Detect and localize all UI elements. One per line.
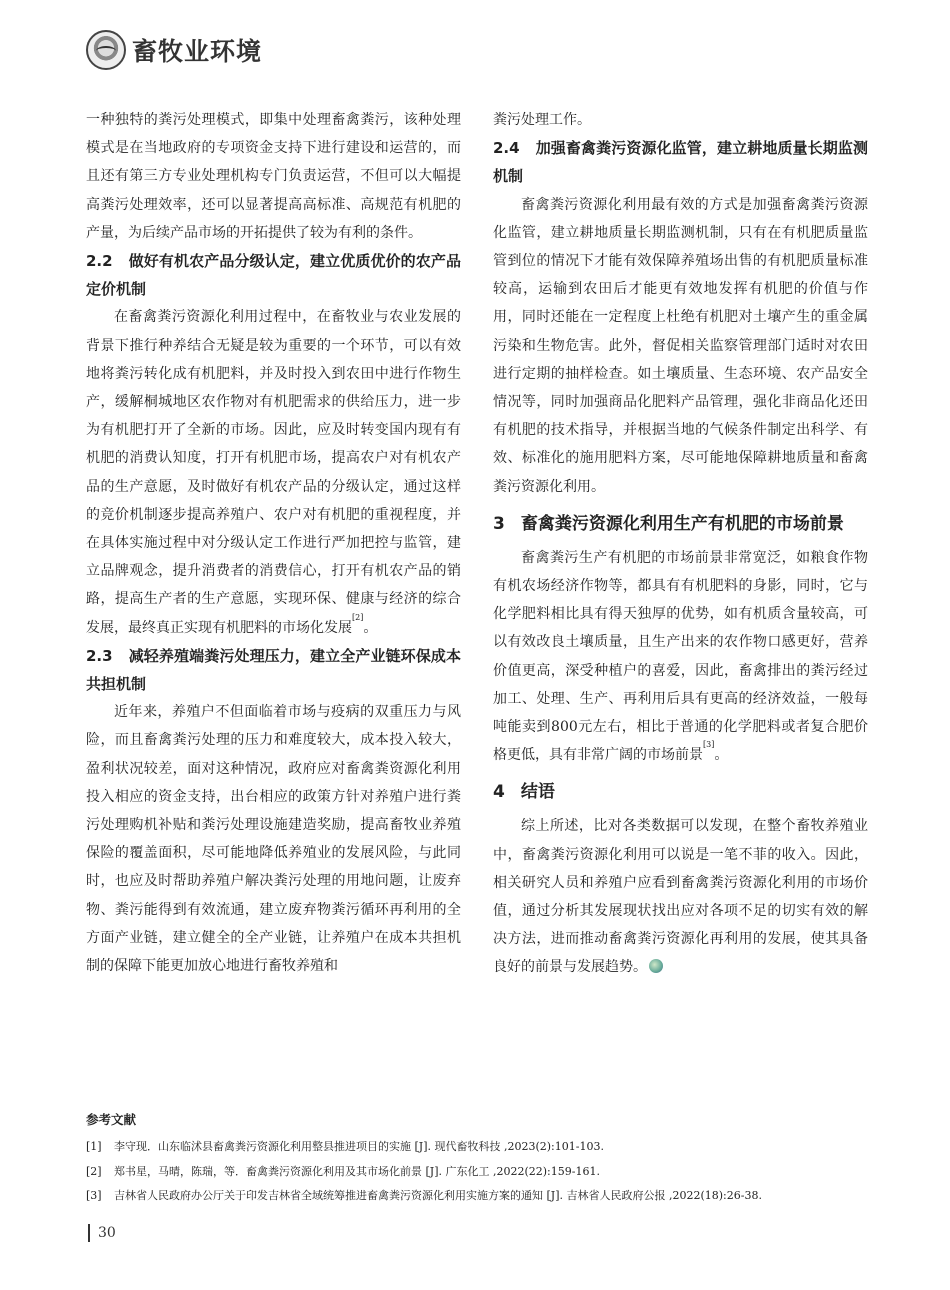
right-column <box>493 106 868 982</box>
section-heading-2-4 <box>493 134 868 190</box>
section-title: 减轻养殖端粪污处理压力，建立全产业链环保成本共担机制 <box>86 646 461 694</box>
reference-item <box>86 1135 876 1160</box>
paragraph: 一种独特的粪污处理模式，即集中处理畜禽粪污，该种处理模式是在当地政府的专项资金支持下进行建设和运营的，而且还有第三方专业处理机构专门负责运营，不但可以大幅提高粪污处理效率，还可以显著提高高标准、高规范有机肥的产量，为后续产品市场的开拓提供了较为有利的条件。 <box>86 112 461 241</box>
section-heading-3 <box>493 507 868 541</box>
section-number: 2.4 <box>493 139 520 158</box>
reference-text: 李守现．山东临沭县畜禽粪污资源化利用整县推进项目的实施 [J]. 现代畜牧科技 ,2023(2):101-103. <box>114 1140 604 1153</box>
paragraph: 粪污处理工作。 <box>493 112 591 128</box>
section-title: 做好有机农产品分级认定，建立优质优价的农产品定价机制 <box>86 252 461 299</box>
paragraph-end: 。 <box>363 619 378 636</box>
section-number: 2.3 <box>86 646 113 665</box>
reference-item <box>86 1160 876 1185</box>
citation: [2] <box>352 612 364 622</box>
paragraph-text: 畜禽粪污生产有机肥的市场前景非常宽泛，如粮食作物有机农场经济作物等，都具有有机肥料的身影，同时，它与化学肥料相比具有得天独厚的优势，如有机质含量较高，可以有效改良土壤质量，且生产出来的农作物口感更好，营养价值更高，深受种植户的喜爱，因此，畜禽排出的粪污经过加工、处理、生产、再利用后具有更高的经济效益，一般每吨能卖到800元左右，相比于普通的化学肥料或者复合肥价格更低，具有非常广阔的市场前景 <box>493 549 868 764</box>
paragraph-end: 。 <box>714 747 729 764</box>
section-number: 4 <box>493 782 505 803</box>
page-number: 30 <box>98 1225 116 1241</box>
references-title: 参考文献 <box>86 1112 137 1127</box>
footer-bar <box>88 1224 90 1242</box>
references <box>86 1110 876 1209</box>
section-number: 2.2 <box>86 252 113 271</box>
citation: [3] <box>703 740 715 750</box>
paragraph: 近年来，养殖户不但面临着市场与疫病的双重压力与风险，而且畜禽粪污处理的压力和难度较大，成本投入较大，盈利状况较差，面对这种情况，政府应对畜禽粪资源化利用投入相应的资金支持，出台相应的政策方针对养殖户进行粪污处理购机补贴和粪污处理设施建造奖励，提高畜牧业养殖保险的覆盖面积，尽可能地降低养殖业的发展风险，与此同时，也应及时帮助养殖户解决粪污处理的用地问题，让废弃物、粪污能得到有效流通，建立废弃物粪污循环再利用的全方面产业链，建立健全的全产业链，让养殖户在成本共担机制的保障下能更加放心地进行畜牧养殖和 <box>86 704 461 975</box>
section-title: 加强畜禽粪污资源化监管，建立耕地质量长期监测机制 <box>493 139 868 186</box>
journal-logo-icon <box>86 30 126 70</box>
page-footer <box>88 1224 116 1242</box>
page-header <box>86 30 262 70</box>
reference-text: 吉林省人民政府办公厅关于印发吉林省全域统筹推进畜禽粪污资源化利用实施方案的通知 [J]. 吉林省人民政府公报 ,2022(18):26-38. <box>114 1189 762 1202</box>
section-heading-4 <box>493 775 868 809</box>
reference-text: 郑书星，马晴，陈瑞，等．畜禽粪污资源化利用及其市场化前景 [J]. 广东化工 ,2022(22):159-161. <box>114 1164 600 1178</box>
paragraph <box>493 544 868 770</box>
paragraph <box>86 303 461 641</box>
section-title: 畜禽粪污资源化利用生产有机肥的市场前景 <box>520 513 844 534</box>
reference-index: [2] <box>86 1164 102 1178</box>
paragraph: 畜禽粪污资源化利用最有效的方式是加强畜禽粪污资源化监管，建立耕地质量长期监测机制，只有在有机肥质量监管到位的情况下才能有效保障养殖场出售的有机肥质量标准较高，运输到农田后才能更有效地发挥有机肥的价值与作用，同时还能在一定程度上杜绝有机肥对土壤产生的重金属污染和生物危害。此外，督促相关监察管理部门适时对农田进行定期的抽样检查。如土壤质量、生态环境、农产品安全情况等，同时加强商品化肥料产品管理，强化非商品化还田有机肥的技术指导，并根据当地的气候条件制定出科学、有效、标准化的施用肥料方案，尽可能地保障耕地质量和畜禽粪污资源化利用。 <box>493 196 868 495</box>
reference-item <box>86 1184 876 1209</box>
end-mark-icon <box>649 959 663 973</box>
journal-name: 畜牧业环境 <box>132 37 263 66</box>
reference-index: [3] <box>86 1189 102 1202</box>
section-heading-2-3 <box>86 642 461 698</box>
section-number: 3 <box>493 513 505 534</box>
left-column <box>86 106 461 980</box>
reference-index: [1] <box>86 1140 102 1153</box>
section-title: 结语 <box>520 782 555 803</box>
paragraph-text: 综上所述，比对各类数据可以发现，在整个畜牧养殖业中，畜禽粪污资源化利用可以说是一笔不菲的收入。因此，相关研究人员和养殖户应看到畜禽粪污资源化利用的市场价值，通过分析其发展现状找出应对各项不足的切实有效的解决方法，进而推动畜禽粪污资源化再利用的发展，使其具备良好的前景与发展趋势。 <box>493 818 868 976</box>
section-heading-2-2 <box>86 247 461 303</box>
paragraph <box>493 812 868 981</box>
paragraph-text: 在畜禽粪污资源化利用过程中，在畜牧业与农业发展的背景下推行种养结合无疑是较为重要的一个环节，可以有效地将粪污转化成有机肥料，并及时投入到农田中进行作物生产，缓解桐城地区农作物对有机肥需求的供给压力，进一步为有机肥打开了全新的市场。因此，应及时转变国内现有有机肥的消费认知度，打开有机肥市场，提高农户对有机农产品的生产意愿，及时做好有机农产品的分级认定，通过这样的竞价机制逐步提高养殖户、农户对有机肥的重视程度，并在具体实施过程中对分级认定工作进行严加把控与监管，建立品牌观念，提升消费者的消费信心，打开有机农产品的销路，提高生产者的生产意愿，实现环保、健康与经济的综合发展，最终真正实现有机肥料的市场化发展 <box>86 309 461 636</box>
